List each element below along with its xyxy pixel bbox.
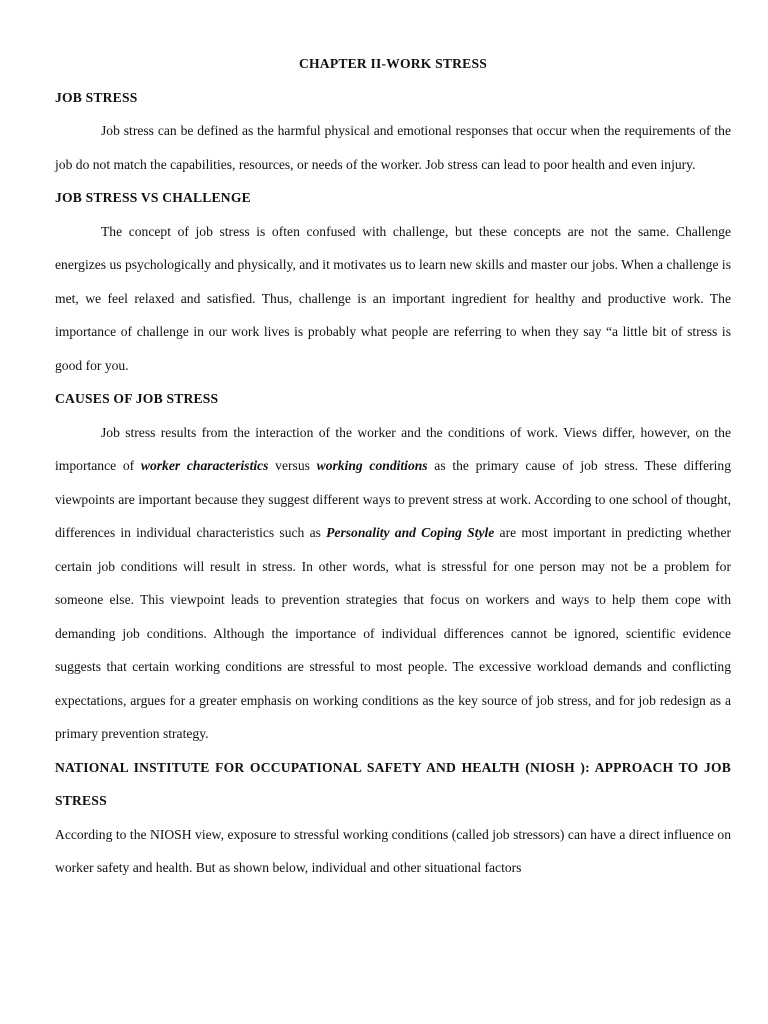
paragraph-job-stress-vs-challenge: The concept of job stress is often confused with challenge, but these concepts are not the same. Challenge energizes us psychologically and physically, and it motivates us to learn new skills and master our jobs. When a challenge is met, we feel relaxed and satisfied. Thus, challenge is an important ingredient for healthy and productive work. The importance of challenge in our work lives is probably what people are referring to when they say “a little bit of stress is good for you. xyxy=(55,223,731,373)
section-heading-niosh-approach: NATIONAL INSTITUTE FOR OCCUPATIONAL SAFETY AND HEALTH (NIOSH ): APPROACH TO JOB STRESS xyxy=(55,759,731,808)
text-run: are most important in predicting whether certain job conditions will result in stress. In other words, what is stressful for one person may not be a problem for someone else. This viewpoint leads to prevention strategies that focus on workers and ways to help them cope with demanding job conditions. Although the importance of individual differences cannot be ignored, scientific evidence suggests that certain working conditions are stressful to most people. The excessive workload demands and conflicting expectations, argues for a greater emphasis on working conditions as the key source of job stress, and for job redesign as a primary prevention strategy. xyxy=(55,525,732,741)
section-heading-causes-of-job-stress: CAUSES OF JOB STRESS xyxy=(55,391,219,406)
paragraph-niosh-approach: According to the NIOSH view, exposure to stressful working conditions (called job stressors) can have a direct influence on worker safety and health. But as shown below, individual and other situational factors xyxy=(55,826,731,875)
text-run: Job stress results from the interaction of the worker and the conditions of work. Views differ, however, on the importance of xyxy=(55,424,731,473)
text-run: versus xyxy=(268,458,317,473)
text-run: as the primary cause of job stress. These differing viewpoints are important because they suggest different ways to prevent stress at work. According to one school of thought, differences in individual characteristics such as xyxy=(55,458,731,540)
document-page xyxy=(55,47,731,885)
chapter-title: CHAPTER II-WORK STRESS xyxy=(299,56,487,71)
section-heading-job-stress: JOB STRESS xyxy=(55,89,138,105)
section-heading-job-stress-vs-challenge: JOB STRESS VS CHALLENGE xyxy=(55,190,251,205)
paragraph-causes-of-job-stress xyxy=(55,416,731,751)
emphasis-personality-coping-style: Personality and Coping Style xyxy=(326,525,495,540)
emphasis-worker-characteristics: worker characteristics xyxy=(140,458,269,473)
emphasis-working-conditions: working conditions xyxy=(316,458,428,473)
paragraph-job-stress: Job stress can be defined as the harmful physical and emotional responses that occur when the requirements of the job do not match the capabilities, resources, or needs of the worker. Job stress can lead to poor health and even injury. xyxy=(55,123,731,172)
